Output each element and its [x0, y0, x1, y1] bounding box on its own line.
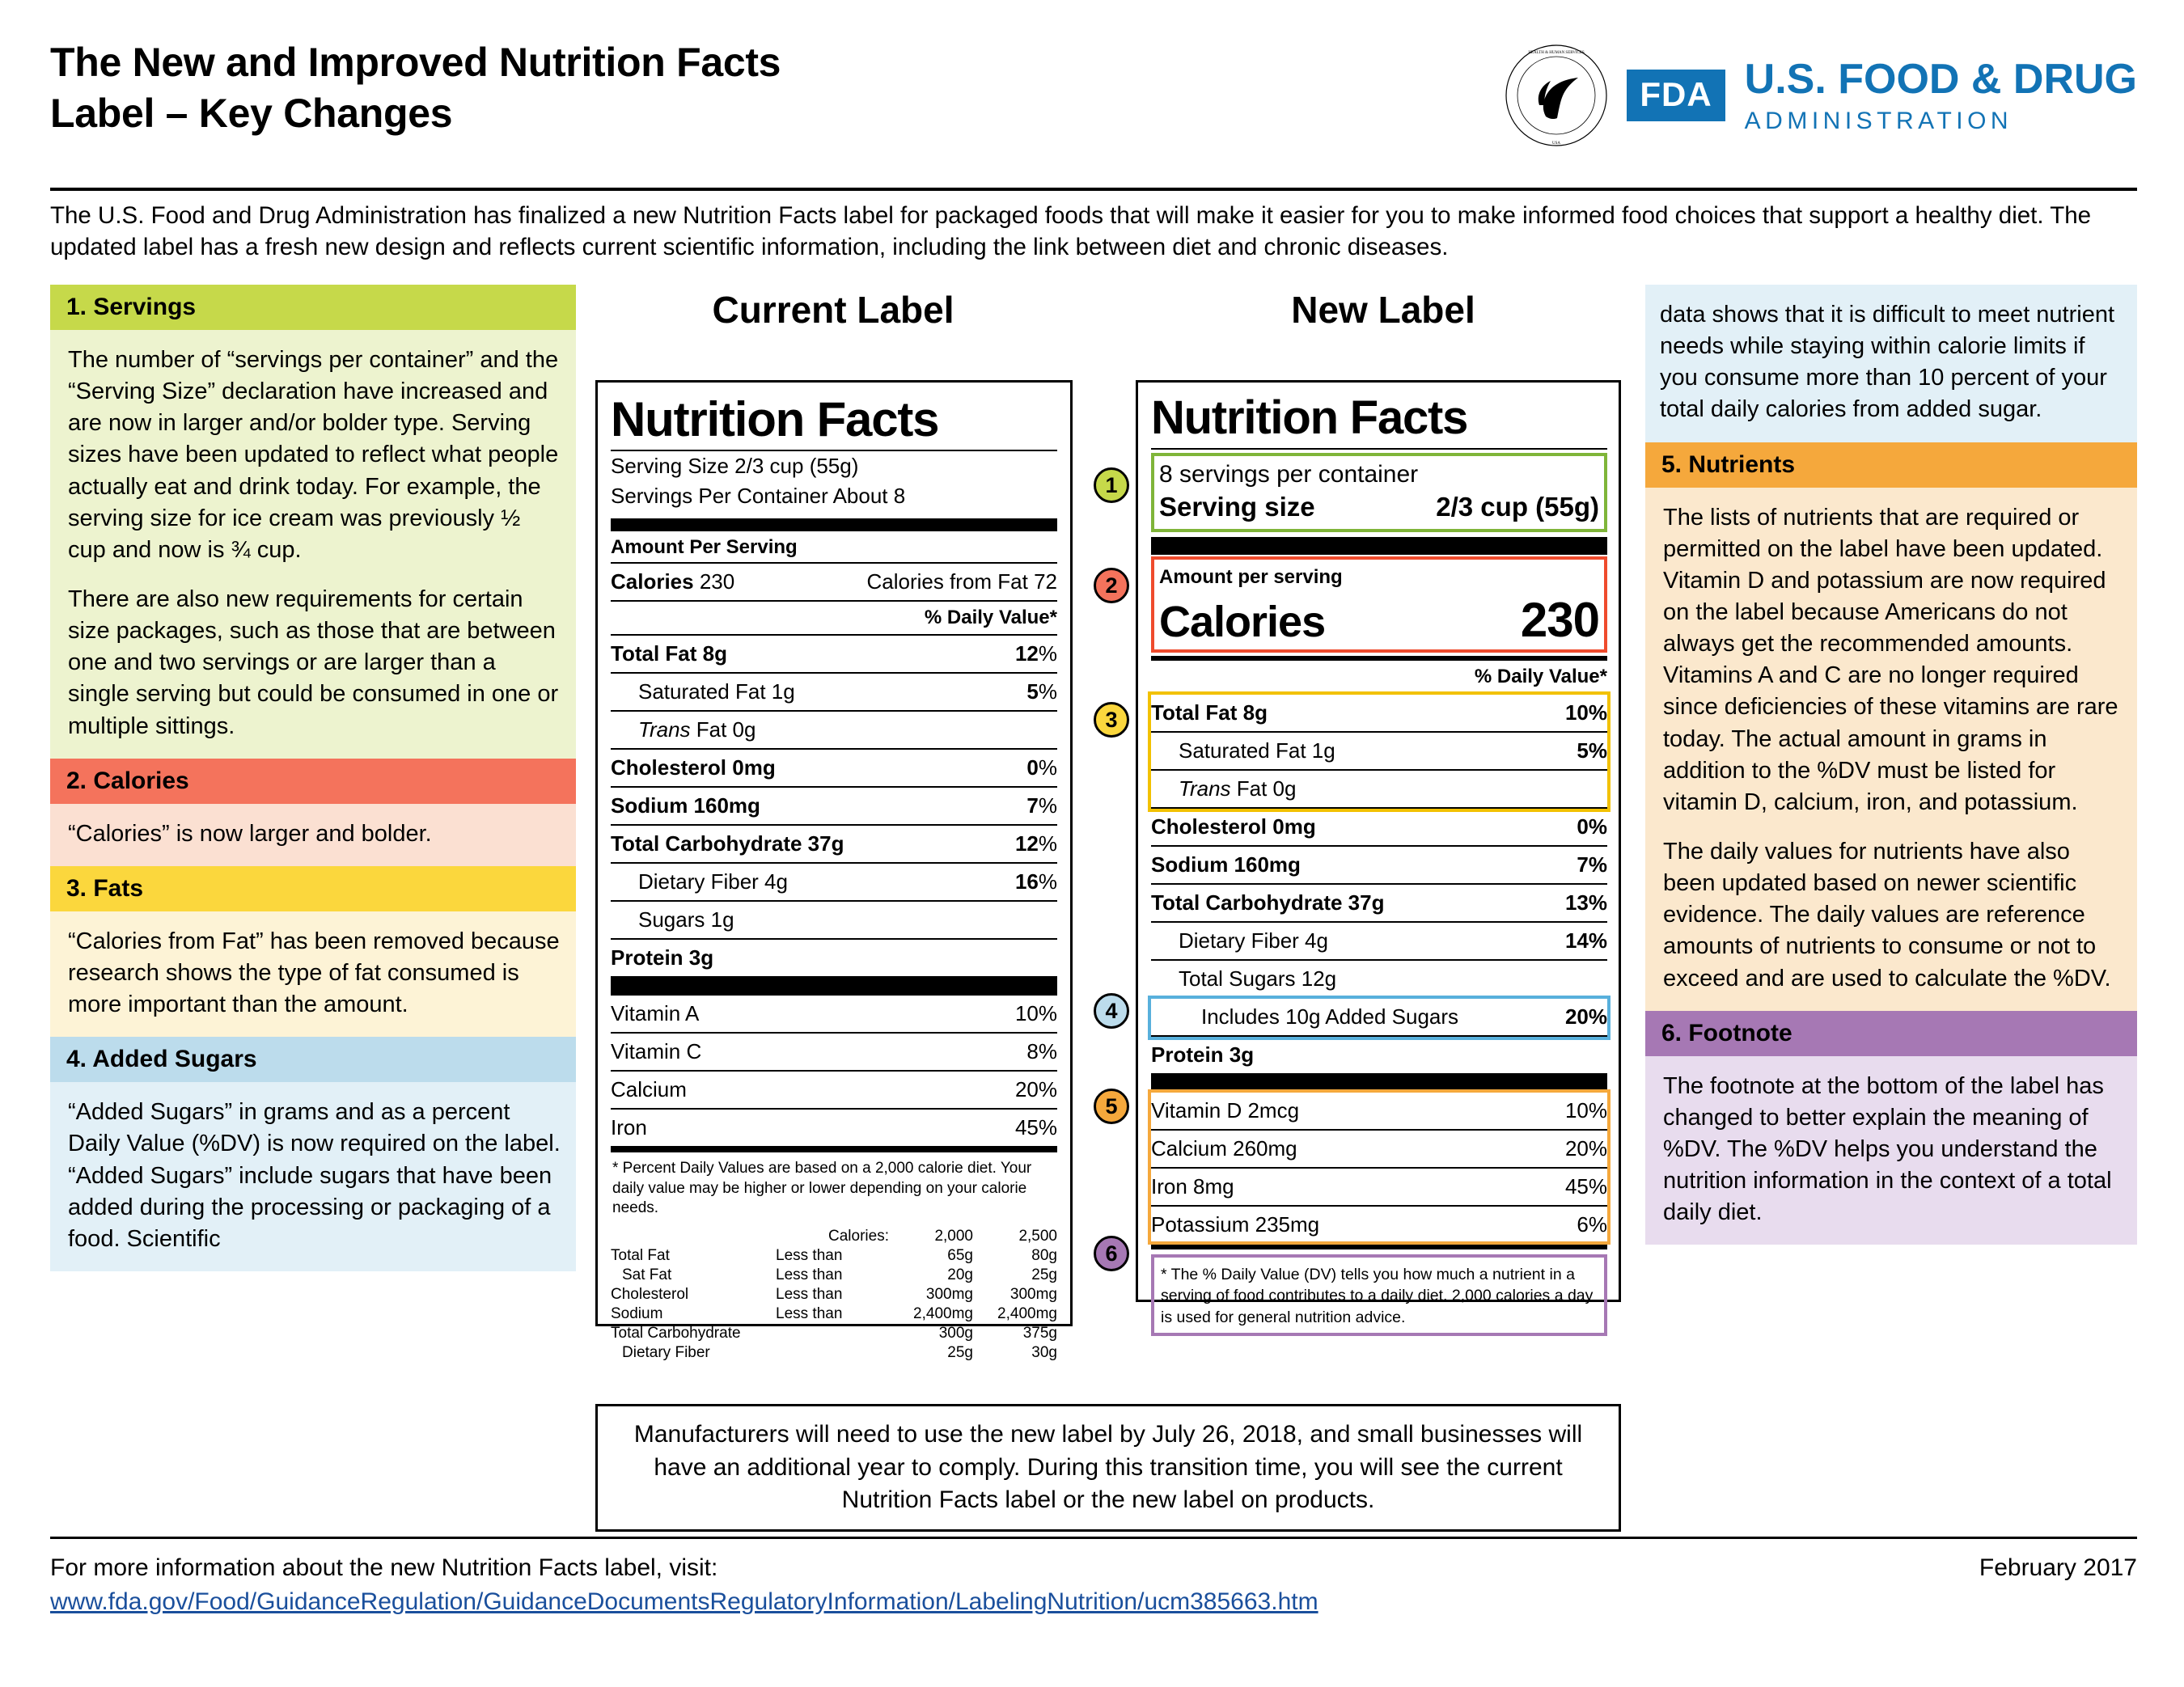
svg-text:HEALTH & HUMAN SERVICES: HEALTH & HUMAN SERVICES [1528, 51, 1585, 55]
current-nutrient-row [611, 674, 1057, 710]
new-micronutrient-name: Calcium 260mg [1151, 1135, 1297, 1161]
current-vitamin-row [611, 1034, 1057, 1070]
current-footnote-table-row [611, 1324, 1057, 1343]
current-footnote-table-row [611, 1285, 1057, 1304]
current-footnote-cell: Sodium [611, 1305, 663, 1323]
new-divider-5 [1151, 1075, 1607, 1093]
current-footnote-cell: 25g [947, 1344, 973, 1362]
current-nutrient-dv: 12% [1014, 641, 1057, 666]
section-servings-title: 1. Servings [50, 285, 576, 330]
current-vitamin-rows [611, 996, 1057, 1148]
current-vitamin-row [611, 1110, 1057, 1146]
current-nutrient-dv: 7% [1026, 793, 1057, 818]
section-servings-body [50, 330, 576, 759]
current-nutrient-rows [611, 636, 1057, 978]
current-divider-2 [611, 518, 1057, 531]
current-nutrient-row [611, 712, 1057, 748]
current-nutrient-row [611, 750, 1057, 786]
page-footer [50, 1551, 2137, 1619]
callout-bubble-6: 6 [1094, 1236, 1129, 1271]
current-footnote-cell: 375g [1022, 1325, 1057, 1342]
new-micronutrient-divider [1151, 1243, 1607, 1245]
section-servings-p1: The number of “servings per container” and the “Serving Size” declaration have increased and are now in larger and/or bolder type. Serving sizes have been updated to reflect what people actually eat and drink today. For example, the serving size for ice cream was previously ½ cup and now is ¾ cup. [68, 347, 559, 563]
new-micronutrient-dv: 10% [1564, 1097, 1607, 1123]
new-nutrient-name: Cholesterol 0mg [1151, 814, 1316, 839]
new-amount-per-serving: Amount per serving [1159, 565, 1343, 588]
new-servings-per-container: 8 servings per container [1159, 460, 1419, 488]
new-nutrient-name: Dietary Fiber 4g [1179, 928, 1328, 953]
section-added-sugars-body [50, 1082, 576, 1271]
current-nutrient-dv: 5% [1026, 679, 1057, 704]
new-micronutrient-row [1151, 1093, 1607, 1129]
current-nutrient-name: Total Fat 8g [611, 641, 727, 666]
current-footnote-cell: 2,400mg [997, 1305, 1057, 1323]
current-footnote-cell: Less than [776, 1286, 843, 1304]
section-added-sugars [50, 1037, 576, 1271]
current-footnote-cell: 30g [1031, 1344, 1057, 1362]
section-footnote-title: 6. Footnote [1645, 1011, 2137, 1056]
section-footnote [1645, 1011, 2137, 1245]
current-divider-6 [611, 978, 1057, 996]
current-nutrient-name: Trans Fat 0g [638, 717, 756, 742]
new-micronutrient-dv: 20% [1564, 1135, 1607, 1161]
section-nutrients-title: 5. Nutrients [1645, 442, 2137, 488]
current-nutrient-name: Protein 3g [611, 945, 714, 970]
current-servings-per-container: Servings Per Container About 8 [611, 483, 906, 508]
new-micronutrient-row [1151, 1131, 1607, 1167]
current-nutrient-dv: 16% [1014, 869, 1057, 894]
callout-bubble-2: 2 [1094, 568, 1129, 603]
section-servings-p2: There are also new requirements for certain size packages, such as those that are between one and two servings or are larger than a single serving but could be consumed in one or multiple sittings. [68, 586, 559, 739]
current-nutrient-name: Total Carbohydrate 37g [611, 831, 844, 856]
header-divider [50, 188, 2137, 191]
new-nutrient-name: Includes 10g Added Sugars [1201, 1004, 1459, 1029]
current-label-title: Nutrition Facts [611, 392, 939, 446]
new-label-title: Nutrition Facts [1151, 391, 1468, 444]
current-footnote: * Percent Daily Values are based on a 2,000 calorie diet. Your daily value may be higher or lower depending on your calorie needs. [612, 1160, 1032, 1217]
new-nutrient-row [1151, 809, 1607, 845]
section-nutrients-body [1645, 488, 2137, 1011]
new-nutrient-dv: 0% [1577, 814, 1607, 839]
new-nutrient-dv: 5% [1577, 738, 1607, 763]
current-footnote-cell: Less than [776, 1305, 843, 1323]
new-nutrient-row [1151, 695, 1607, 731]
current-footnote-table [611, 1227, 1057, 1363]
new-nutrient-rows [1151, 695, 1607, 1075]
current-vitamin-dv: 45% [1014, 1115, 1057, 1139]
current-vitamin-row [611, 996, 1057, 1032]
new-micronutrient-dv: 6% [1577, 1211, 1607, 1237]
current-calories-from-fat: Calories from Fat 72 [866, 569, 1057, 594]
current-footnote-cell: Sat Fat [622, 1266, 672, 1284]
new-serving-size-label: Serving size [1159, 491, 1315, 522]
new-nutrient-dv: 13% [1564, 890, 1607, 915]
current-label-heading: Current Label [712, 289, 954, 331]
new-micronutrient-rows [1151, 1093, 1607, 1245]
current-footnote-table-row [611, 1343, 1057, 1363]
current-nutrient-row [611, 940, 1057, 976]
section-fats-title: 3. Fats [50, 866, 576, 911]
current-footnote-cell: 80g [1031, 1247, 1057, 1265]
new-servings-callout-box [1151, 453, 1607, 532]
intro-paragraph: The U.S. Food and Drug Administration has finalized a new Nutrition Facts label for packaged foods that will make it easier for you to make informed food choices that support a healthy diet. The updated label has a fresh new design and reflects current scientific information, including the link between diet and chronic diseases. [50, 202, 2092, 260]
new-nutrient-name: Trans Fat 0g [1179, 776, 1297, 801]
current-nutrient-row [611, 636, 1057, 672]
section-fats [50, 866, 576, 1037]
fn-header-calories: Calories: [828, 1228, 889, 1245]
current-footnote-table-row [611, 1304, 1057, 1324]
new-nutrient-name: Saturated Fat 1g [1179, 738, 1335, 763]
current-nutrient-name: Cholesterol 0mg [611, 755, 776, 780]
current-footnote-cell: 300mg [1009, 1286, 1057, 1304]
current-footnote-cell: Total Carbohydrate [611, 1325, 741, 1342]
new-nutrient-dv: 10% [1564, 700, 1607, 725]
section-fats-p1: “Calories from Fat” has been removed because research shows the type of fat consumed is more important than the amount. [68, 928, 560, 1018]
callout-bubble-3: 3 [1094, 702, 1129, 738]
current-nutrient-dv: 0% [1026, 755, 1057, 780]
page-title [50, 37, 1263, 138]
current-amount-per-serving: Amount Per Serving [611, 536, 798, 558]
current-calories-label [611, 569, 734, 594]
page-title-line1: The New and Improved Nutrition Facts [50, 40, 781, 85]
section-footnote-body [1645, 1056, 2137, 1245]
left-column [50, 285, 576, 1271]
new-calories-callout-box [1151, 556, 1607, 653]
section-added-sugars-continued [1645, 285, 2137, 442]
current-footnote-cell: 2,400mg [913, 1305, 973, 1323]
new-nutrient-row [1151, 961, 1607, 997]
new-footnote: * The % Daily Value (DV) tells you how much a nutrient in a serving of food contributes to a daily diet. 2,000 calories a day is used for general nutrition advice. [1151, 1254, 1607, 1336]
current-calories-row [611, 564, 1057, 600]
current-nutrient-row [611, 864, 1057, 900]
current-vitamin-name: Iron [611, 1115, 647, 1139]
current-footnote-cell [776, 1343, 889, 1363]
new-nutrient-dv: 20% [1564, 1004, 1607, 1029]
current-vitamin-name: Vitamin C [611, 1039, 702, 1063]
section-nutrients-p2: The daily values for nutrients have also been updated based on newer scientific evidence. The daily values are reference amounts of nutrients to consume or not to exceed and are used to calculate the %DV. [1663, 838, 2111, 991]
new-micronutrient-name: Potassium 235mg [1151, 1211, 1320, 1237]
new-nutrient-row [1151, 771, 1607, 807]
section-added-sugars-continued-body [1645, 285, 2137, 442]
new-serving-size-row [1159, 490, 1599, 527]
new-divider-2 [1151, 537, 1607, 555]
fda-logo-words [1745, 57, 2137, 133]
svg-text:USA: USA [1552, 142, 1561, 146]
section-calories-p1: “Calories” is now larger and bolder. [68, 820, 432, 847]
current-footnote-cell: Less than [776, 1266, 843, 1284]
callout-bubble-5: 5 [1094, 1089, 1129, 1124]
new-nutrient-name: Protein 3g [1151, 1042, 1255, 1067]
section-servings [50, 285, 576, 759]
current-footnote-cell: Cholesterol [611, 1286, 689, 1304]
new-nutrient-name: Total Fat 8g [1151, 700, 1268, 725]
new-nutrient-row [1151, 733, 1607, 769]
section-nutrients-p1: The lists of nutrients that are required or permitted on the label have been updated. Vitamin D and potassium are now required on the label because Americans do not always get the recommended amounts. Vitamins A and C are no longer required since deficiencies of these vitamins are rare today. The actual amount in grams in addition to the %DV must be listed for vitamin D, calcium, iron, and potassium. [1663, 504, 2118, 815]
fda-logo [1627, 57, 2137, 133]
section-fats-body [50, 911, 576, 1037]
footer-url-link[interactable]: www.fda.gov/Food/GuidanceRegulation/GuidanceDocumentsRegulatoryInformation/LabelingNutrition/ucm385663.htm [50, 1588, 1318, 1615]
current-nutrient-name: Saturated Fat 1g [638, 679, 795, 704]
current-nutrient-name: Sugars 1g [638, 907, 734, 932]
new-divider-1 [1151, 448, 1607, 450]
fda-logo-line1: U.S. FOOD & DRUG [1744, 55, 2137, 103]
new-dv-header: % Daily Value* [1474, 665, 1607, 687]
new-nutrient-row [1151, 1037, 1607, 1073]
hhs-seal-icon [1504, 42, 1609, 149]
current-nutrient-name: Sodium 160mg [611, 793, 760, 818]
current-nutrient-row [611, 902, 1057, 938]
footer-text: For more information about the new Nutrition Facts label, visit: [50, 1554, 718, 1581]
new-micronutrient-dv: 45% [1564, 1173, 1607, 1199]
current-vitamin-dv: 20% [1014, 1077, 1057, 1101]
fn-header-2000: 2,000 [934, 1228, 973, 1245]
right-column [1645, 285, 2137, 1245]
section-calories-title: 2. Calories [50, 759, 576, 804]
footer-divider [50, 1537, 2137, 1539]
current-nutrient-name: Dietary Fiber 4g [638, 869, 788, 894]
current-calories-value: 230 [699, 569, 735, 594]
current-vitamin-dv: 10% [1014, 1001, 1057, 1025]
new-serving-size-value: 2/3 cup (55g) [1436, 491, 1599, 522]
new-calories-value: 230 [1520, 592, 1599, 647]
new-micronutrient-row [1151, 1169, 1607, 1205]
current-vitamin-dv: 8% [1026, 1039, 1057, 1063]
current-footnote-table-row [611, 1246, 1057, 1266]
current-footnote-table-header [611, 1227, 1057, 1246]
current-footnote-cell: 300g [938, 1325, 973, 1342]
new-nutrition-facts-label [1136, 380, 1621, 1326]
current-calories-name: Calories [611, 569, 694, 594]
new-micronutrient-name: Vitamin D 2mcg [1151, 1097, 1300, 1123]
new-row-divider [1151, 1073, 1607, 1075]
new-micronutrient-row [1151, 1207, 1607, 1243]
page-title-line2: Label – Key Changes [50, 90, 453, 136]
new-calories-row [1159, 592, 1599, 648]
current-footnote-cell [776, 1324, 889, 1343]
current-serving-size: Serving Size 2/3 cup (55g) [611, 454, 859, 478]
current-vitamin-name: Vitamin A [611, 1001, 700, 1025]
section-added-sugars-continued-p1: data shows that it is difficult to meet nutrient needs while staying within calorie limits if you consume more than 10 percent of your total daily calories from added sugar. [1660, 302, 2115, 423]
new-nutrient-row [1151, 847, 1607, 883]
new-nutrient-dv: 14% [1564, 928, 1607, 953]
new-divider-6 [1151, 1245, 1607, 1249]
fda-logo-mark: FDA [1627, 70, 1725, 121]
fda-logo-line2: ADMINISTRATION [1744, 107, 2013, 134]
transition-note: Manufacturers will need to use the new label by July 26, 2018, and small businesses will have an additional year to comply. During this transition time, you will see the current Nutrition Facts label or the new label on products. [595, 1404, 1621, 1532]
current-footnote-cell: 300mg [925, 1286, 973, 1304]
callout-bubble-1: 1 [1094, 467, 1129, 503]
current-nutrient-dv: 12% [1014, 831, 1057, 856]
new-nutrient-dv: 7% [1577, 852, 1607, 877]
fda-branding [1504, 42, 2137, 149]
current-footnote-cell: Dietary Fiber [622, 1344, 710, 1362]
callout-bubble-4: 4 [1094, 993, 1129, 1029]
current-footnote-cell: 20g [947, 1266, 973, 1284]
new-nutrient-name: Total Sugars 12g [1179, 966, 1337, 991]
current-nutrient-row [611, 788, 1057, 824]
section-footnote-p1: The footnote at the bottom of the label has changed to better explain the meaning of %DV. The %DV helps you understand the nutrition information in the context of a total daily diet. [1663, 1072, 2112, 1226]
new-nutrient-row [1151, 885, 1607, 921]
section-nutrients [1645, 442, 2137, 1011]
current-footnote-table-row [611, 1266, 1057, 1285]
new-nutrient-row [1151, 923, 1607, 959]
section-added-sugars-p1: “Added Sugars” in grams and as a percent Daily Value (%DV) is now required on the label. “Added Sugars” include sugars that have been added during the processing or packaging of a food. Scientific [68, 1099, 561, 1252]
current-footnote-cell: 65g [947, 1247, 973, 1265]
current-vitamin-row [611, 1072, 1057, 1108]
new-label-heading: New Label [1291, 289, 1475, 331]
section-calories [50, 759, 576, 866]
new-micronutrient-name: Iron 8mg [1151, 1173, 1234, 1199]
new-nutrient-row [1151, 999, 1607, 1035]
new-nutrient-name: Sodium 160mg [1151, 852, 1301, 877]
footer-date: February 2017 [1979, 1554, 2137, 1581]
current-nutrition-facts-label [595, 380, 1073, 1362]
current-footnote-cell: Total Fat [611, 1247, 670, 1265]
current-footnote-cell: 25g [1031, 1266, 1057, 1284]
fn-header-2500: 2,500 [1018, 1228, 1057, 1245]
current-dv-header: % Daily Value* [924, 607, 1057, 628]
current-footnote-cell: Less than [776, 1247, 843, 1265]
section-added-sugars-title: 4. Added Sugars [50, 1037, 576, 1082]
current-vitamin-name: Calcium [611, 1077, 687, 1101]
section-calories-body [50, 804, 576, 866]
new-nutrient-name: Total Carbohydrate 37g [1151, 890, 1385, 915]
page-header [50, 37, 2137, 175]
new-calories-label: Calories [1159, 597, 1326, 646]
current-nutrient-row [611, 826, 1057, 862]
